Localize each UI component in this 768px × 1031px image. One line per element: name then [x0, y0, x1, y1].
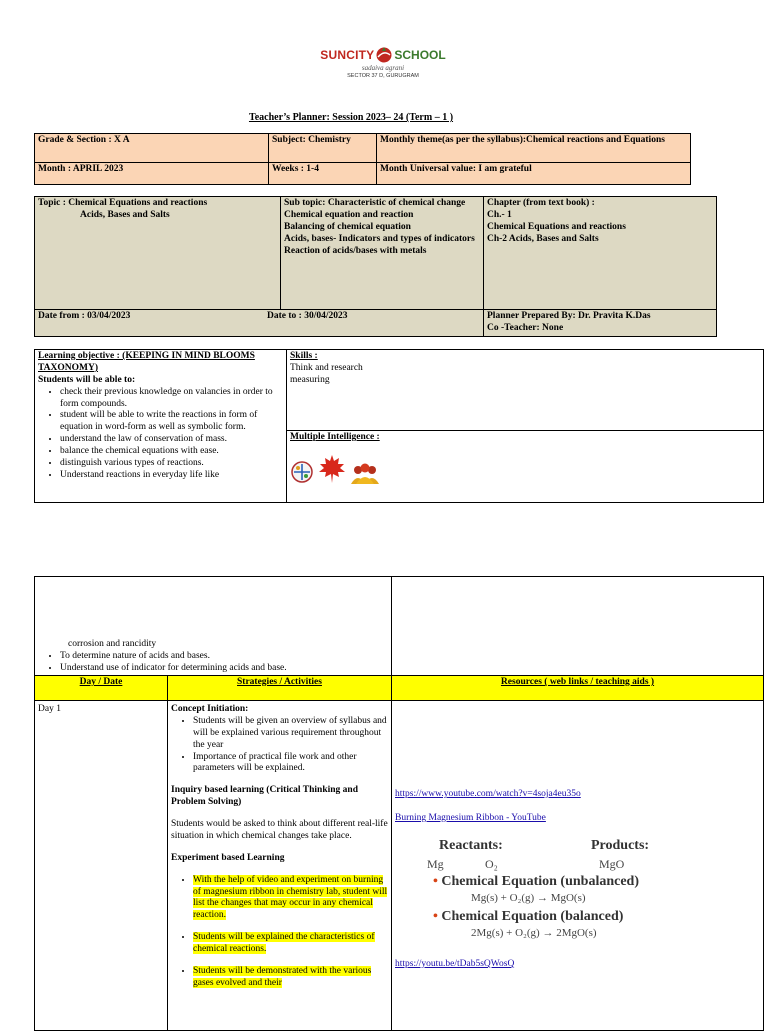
logo-tagline: sadaiva agrani [361, 64, 405, 72]
strategies-cell [168, 701, 392, 1031]
subtopic-cell [281, 197, 484, 310]
unbalanced-item [433, 873, 639, 891]
objective-item: • distinguish various types of reactions. [60, 458, 283, 470]
chapter-label: Chapter (from text book) : [487, 198, 595, 208]
prepared-by: Planner Prepared By: Dr. Pravita K.Das [487, 311, 651, 321]
subject: Subject: Chemistry [269, 134, 377, 163]
skill-item: measuring [290, 374, 330, 385]
reactant-o2: O₂ [485, 856, 498, 871]
subtopic-label: Sub topic: Characteristic of chemical change [284, 198, 466, 208]
bullet-icon: • [433, 908, 438, 924]
reactant-mg: Mg [427, 856, 444, 871]
topic-cell [35, 197, 281, 310]
plan-table [34, 576, 764, 1031]
objective-item: • Understand use of indicator for determining acids and base. [60, 663, 388, 675]
bullet-icon: • [433, 873, 438, 889]
header-strategies: Strategies / Activities [168, 676, 392, 701]
topic-line1: Topic : Chemical Equations and reactions [38, 198, 208, 208]
balanced-eq: 2Mg(s) + O₂(g) → 2MgO(s) [471, 926, 597, 939]
skill-item: Think and research [290, 362, 363, 373]
header-resources: Resources ( web links / teaching aids ) [392, 676, 764, 701]
monthly-theme: Monthly theme(as per the syllabus):Chemical reactions and Equations [377, 134, 691, 163]
info-table [34, 133, 691, 185]
weeks: Weeks : 1-4 [269, 163, 377, 185]
logo-name-left: SUNCITY [320, 47, 375, 62]
topic-line2: Acids, Bases and Salts [80, 209, 170, 220]
interpersonal-intelligence-icon [350, 462, 380, 484]
experiment-item: • Students will be explained the characteristics of chemical reactions. [193, 932, 388, 956]
objectives-continued-cell [35, 577, 392, 676]
products-label: Products: [591, 837, 650, 853]
month: Month : APRIL 2023 [35, 163, 269, 185]
youtube-link-2[interactable]: Burning Magnesium Ribbon - YouTube [395, 812, 546, 823]
subtopic-item: Reaction of acids/bases with metals [284, 245, 427, 256]
experiment-item: • Students will be demonstrated with the various gases evolved and their [193, 966, 388, 990]
objective-item: • balance the chemical equations with ease. [60, 446, 283, 458]
reactants-label: Reactants: [439, 837, 503, 853]
school-logo [318, 46, 448, 94]
objective-item: • To determine nature of acids and bases. [60, 651, 388, 663]
date-range-cell [35, 310, 484, 337]
topic-table [34, 196, 717, 337]
inquiry-text: Students would be asked to think about different real-life situation in which chemical changes take place. [171, 819, 388, 841]
subtopic-item: Balancing of chemical equation [284, 221, 411, 232]
skills-cell [287, 350, 764, 431]
day-label: Day 1 [35, 701, 168, 1031]
multiple-intelligence-cell [287, 431, 764, 503]
skills-label: Skills : [290, 351, 318, 361]
chapter-2: Ch-2 Acids, Bases and Salts [487, 233, 599, 244]
product-mgo: MgO [599, 856, 625, 871]
mi-label: Multiple Intelligence : [290, 432, 380, 442]
objective-item: • check their previous knowledge on valancies in order to form compounds. [60, 387, 283, 411]
header-day: Day / Date [35, 676, 168, 701]
learning-objective-heading: Learning objective : (KEEPING IN MIND BLOOMS TAXONOMY) [38, 351, 255, 373]
youtube-link-3[interactable]: https://youtu.be/tDab5sQWosQ [395, 958, 515, 969]
universal-value: Month Universal value: I am grateful [377, 163, 691, 185]
experiment-item: • With the help of video and experiment on burning of magnesium ribbon in chemistry lab, student will list the changes that may occur in any chemical reaction. [193, 875, 388, 923]
objective-list [38, 387, 283, 482]
objective-continued-list [38, 651, 388, 675]
concept-list [171, 716, 388, 775]
resources-cell [392, 701, 764, 1031]
subtopic-item: Chemical equation and reaction [284, 209, 414, 220]
naturalist-intelligence-icon [318, 454, 346, 484]
balanced-item [433, 908, 623, 926]
experiment-heading: Experiment based Learning [171, 852, 285, 863]
page-title: Teacher’s Planner: Session 2023– 24 (Term – 1 ) [248, 112, 454, 123]
prepared-cell [484, 310, 717, 337]
logo-emblem-icon [375, 46, 393, 64]
objectives-table [34, 349, 764, 503]
learning-objective-intro: Students will be able to: [38, 374, 136, 385]
concept-heading: Concept Initiation: [171, 704, 249, 714]
date-from: Date from : 03/04/2023 [38, 311, 131, 321]
chapter-cell [484, 197, 717, 310]
youtube-link-1[interactable]: https://www.youtube.com/watch?v=4soja4eu35o [395, 789, 581, 799]
unbalanced-eq: Mg(s) + O₂(g) → MgO(s) [471, 891, 586, 904]
subtopic-item: Acids, bases- Indicators and types of indicators [284, 233, 475, 244]
objective-item: • Understand reactions in everyday life like [60, 470, 283, 482]
concept-item: • Importance of practical file work and other parameters will be explained. [193, 752, 388, 776]
inquiry-heading: Inquiry based learning (Critical Thinking and Problem Solving) [171, 785, 358, 808]
logo-sector: SECTOR 37 D, GURUGRAM [347, 72, 419, 79]
empty-skills-continued-cell [392, 577, 764, 676]
unbalanced-label: Chemical Equation (unbalanced) [441, 873, 639, 889]
objective-item: • student will be able to write the reactions in form of equation in word-form as well as symbolic form. [60, 410, 283, 434]
plan-header-row [35, 676, 764, 701]
experiment-list [171, 875, 388, 990]
objective-continued-text: corrosion and rancidity [68, 639, 157, 650]
date-to: Date to : 30/04/2023 [267, 311, 348, 321]
chapter-1: Ch.- 1 [487, 209, 512, 220]
balanced-label: Chemical Equation (balanced) [441, 908, 624, 924]
day-row [35, 701, 764, 1031]
objective-item: • understand the law of conservation of mass. [60, 434, 283, 446]
chemical-equation-image [395, 837, 695, 945]
logo-name-right: SCHOOL [394, 47, 446, 62]
learning-objective-cell [35, 350, 287, 503]
co-teacher: Co -Teacher: None [487, 322, 564, 333]
logical-intelligence-icon [290, 460, 314, 484]
grade-section: Grade & Section : X A [35, 134, 269, 163]
chapter-1-name: Chemical Equations and reactions [487, 221, 626, 232]
concept-item: • Students will be given an overview of syllabus and will be explained various requirement throughout the year [193, 716, 388, 752]
